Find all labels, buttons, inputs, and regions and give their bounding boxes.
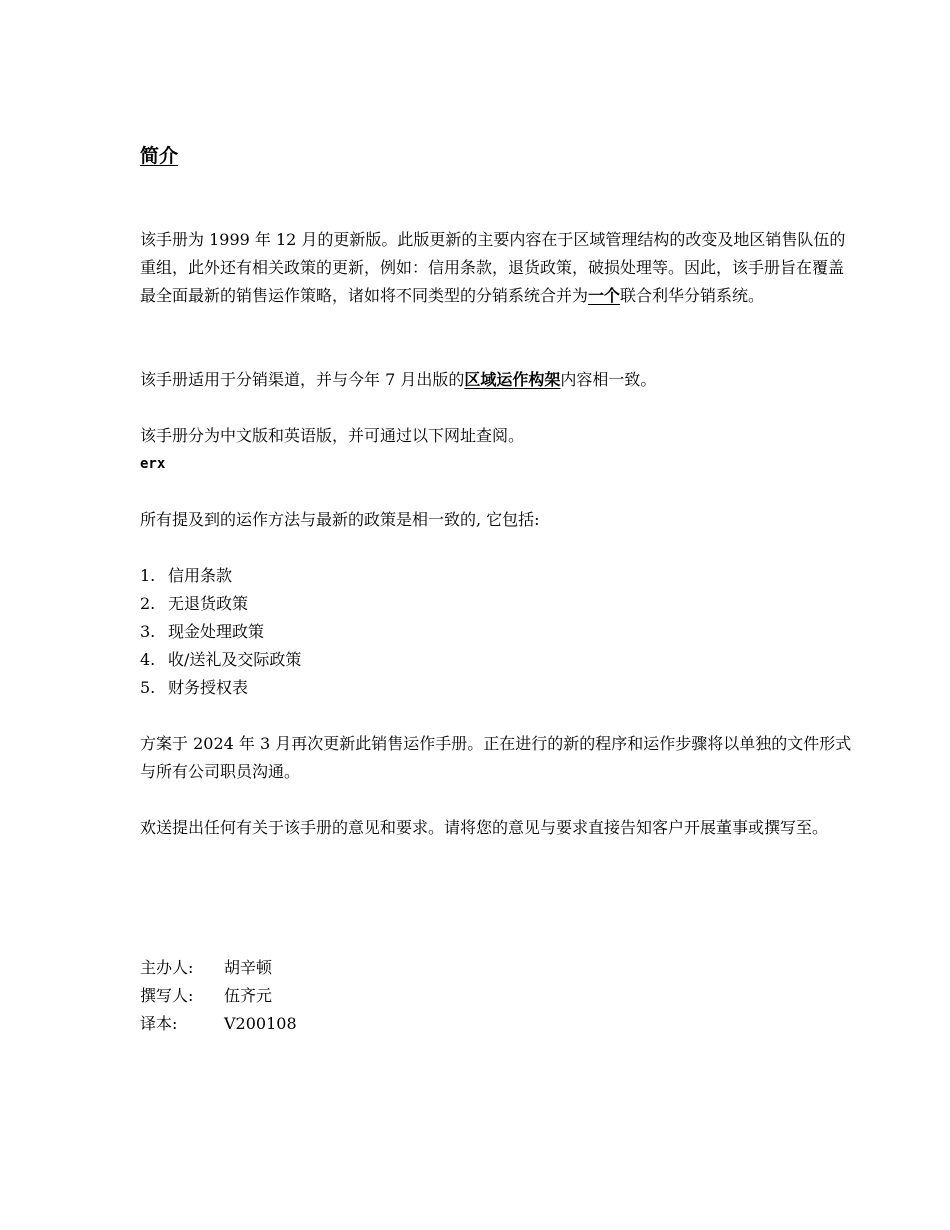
intro-emphasis: 一个: [588, 286, 621, 305]
list-item-text: 信用条款: [168, 566, 233, 585]
list-item: [140, 618, 301, 646]
list-item-text: 现金处理政策: [168, 622, 265, 641]
version-value: V200108: [224, 1014, 297, 1033]
list-item-number: 1.: [140, 566, 156, 585]
writer-value: 伍齐元: [224, 986, 273, 1005]
policies-intro-paragraph: 所有提及到的运作方法与最新的政策是相一致的, 它包括:: [140, 510, 540, 529]
list-item-number: 5.: [140, 678, 156, 697]
list-item: [140, 562, 301, 590]
list-item: [140, 590, 301, 618]
feedback-paragraph: 欢送提出任何有关于该手册的意见和要求。请将您的意见与要求直接告知客户开展董事或撰写至。: [140, 818, 829, 837]
sponsor-row: [140, 954, 297, 982]
intro-paragraph: [140, 226, 855, 310]
version-row: [140, 1010, 297, 1038]
list-item: [140, 646, 301, 674]
scope-text-end: 内容相一致。: [560, 370, 657, 389]
version-label: 译本:: [140, 1014, 178, 1033]
writer-label: 撰写人:: [140, 986, 194, 1005]
list-item-number: 4.: [140, 650, 156, 669]
list-item-number: 3.: [140, 622, 156, 641]
page-title: 简介: [140, 145, 179, 167]
sponsor-label: 主办人:: [140, 958, 194, 977]
list-item-text: 无退货政策: [168, 594, 249, 613]
url-link[interactable]: erx: [140, 456, 166, 472]
document-meta: [140, 954, 297, 1038]
policy-list: [140, 562, 301, 702]
scope-paragraph: [140, 366, 855, 394]
sponsor-value: 胡辛顿: [224, 958, 273, 977]
list-item-text: 收/送礼及交际政策: [168, 650, 302, 669]
update-paragraph: 方案于 2024 年 3 月再次更新此销售运作手册。正在进行的新的程序和运作步骤将以单独的文件形式与所有公司职员沟通。: [140, 734, 852, 781]
intro-text-end: 联合利华分销系统。: [620, 286, 765, 305]
list-item-number: 2.: [140, 594, 156, 613]
writer-row: [140, 982, 297, 1010]
scope-text: 该手册适用于分销渠道，并与今年 7 月出版的: [140, 370, 465, 389]
list-item-text: 财务授权表: [168, 678, 249, 697]
list-item: [140, 674, 301, 702]
intro-text: 该手册为 1999 年 12 月的更新版。此版更新的主要内容在于区域管理结构的改变及地区销售队伍的重组，此外还有相关政策的更新，例如：信用条款，退货政策，破损处理等。因此，该手册旨在覆盖最全面最新的销售运作策略，诸如将不同类型的分销系统合并为: [140, 230, 846, 305]
versions-paragraph: 该手册分为中文版和英语版，并可通过以下网址查阅。: [140, 426, 525, 445]
scope-emphasis-link[interactable]: 区域运作构架: [464, 370, 561, 389]
